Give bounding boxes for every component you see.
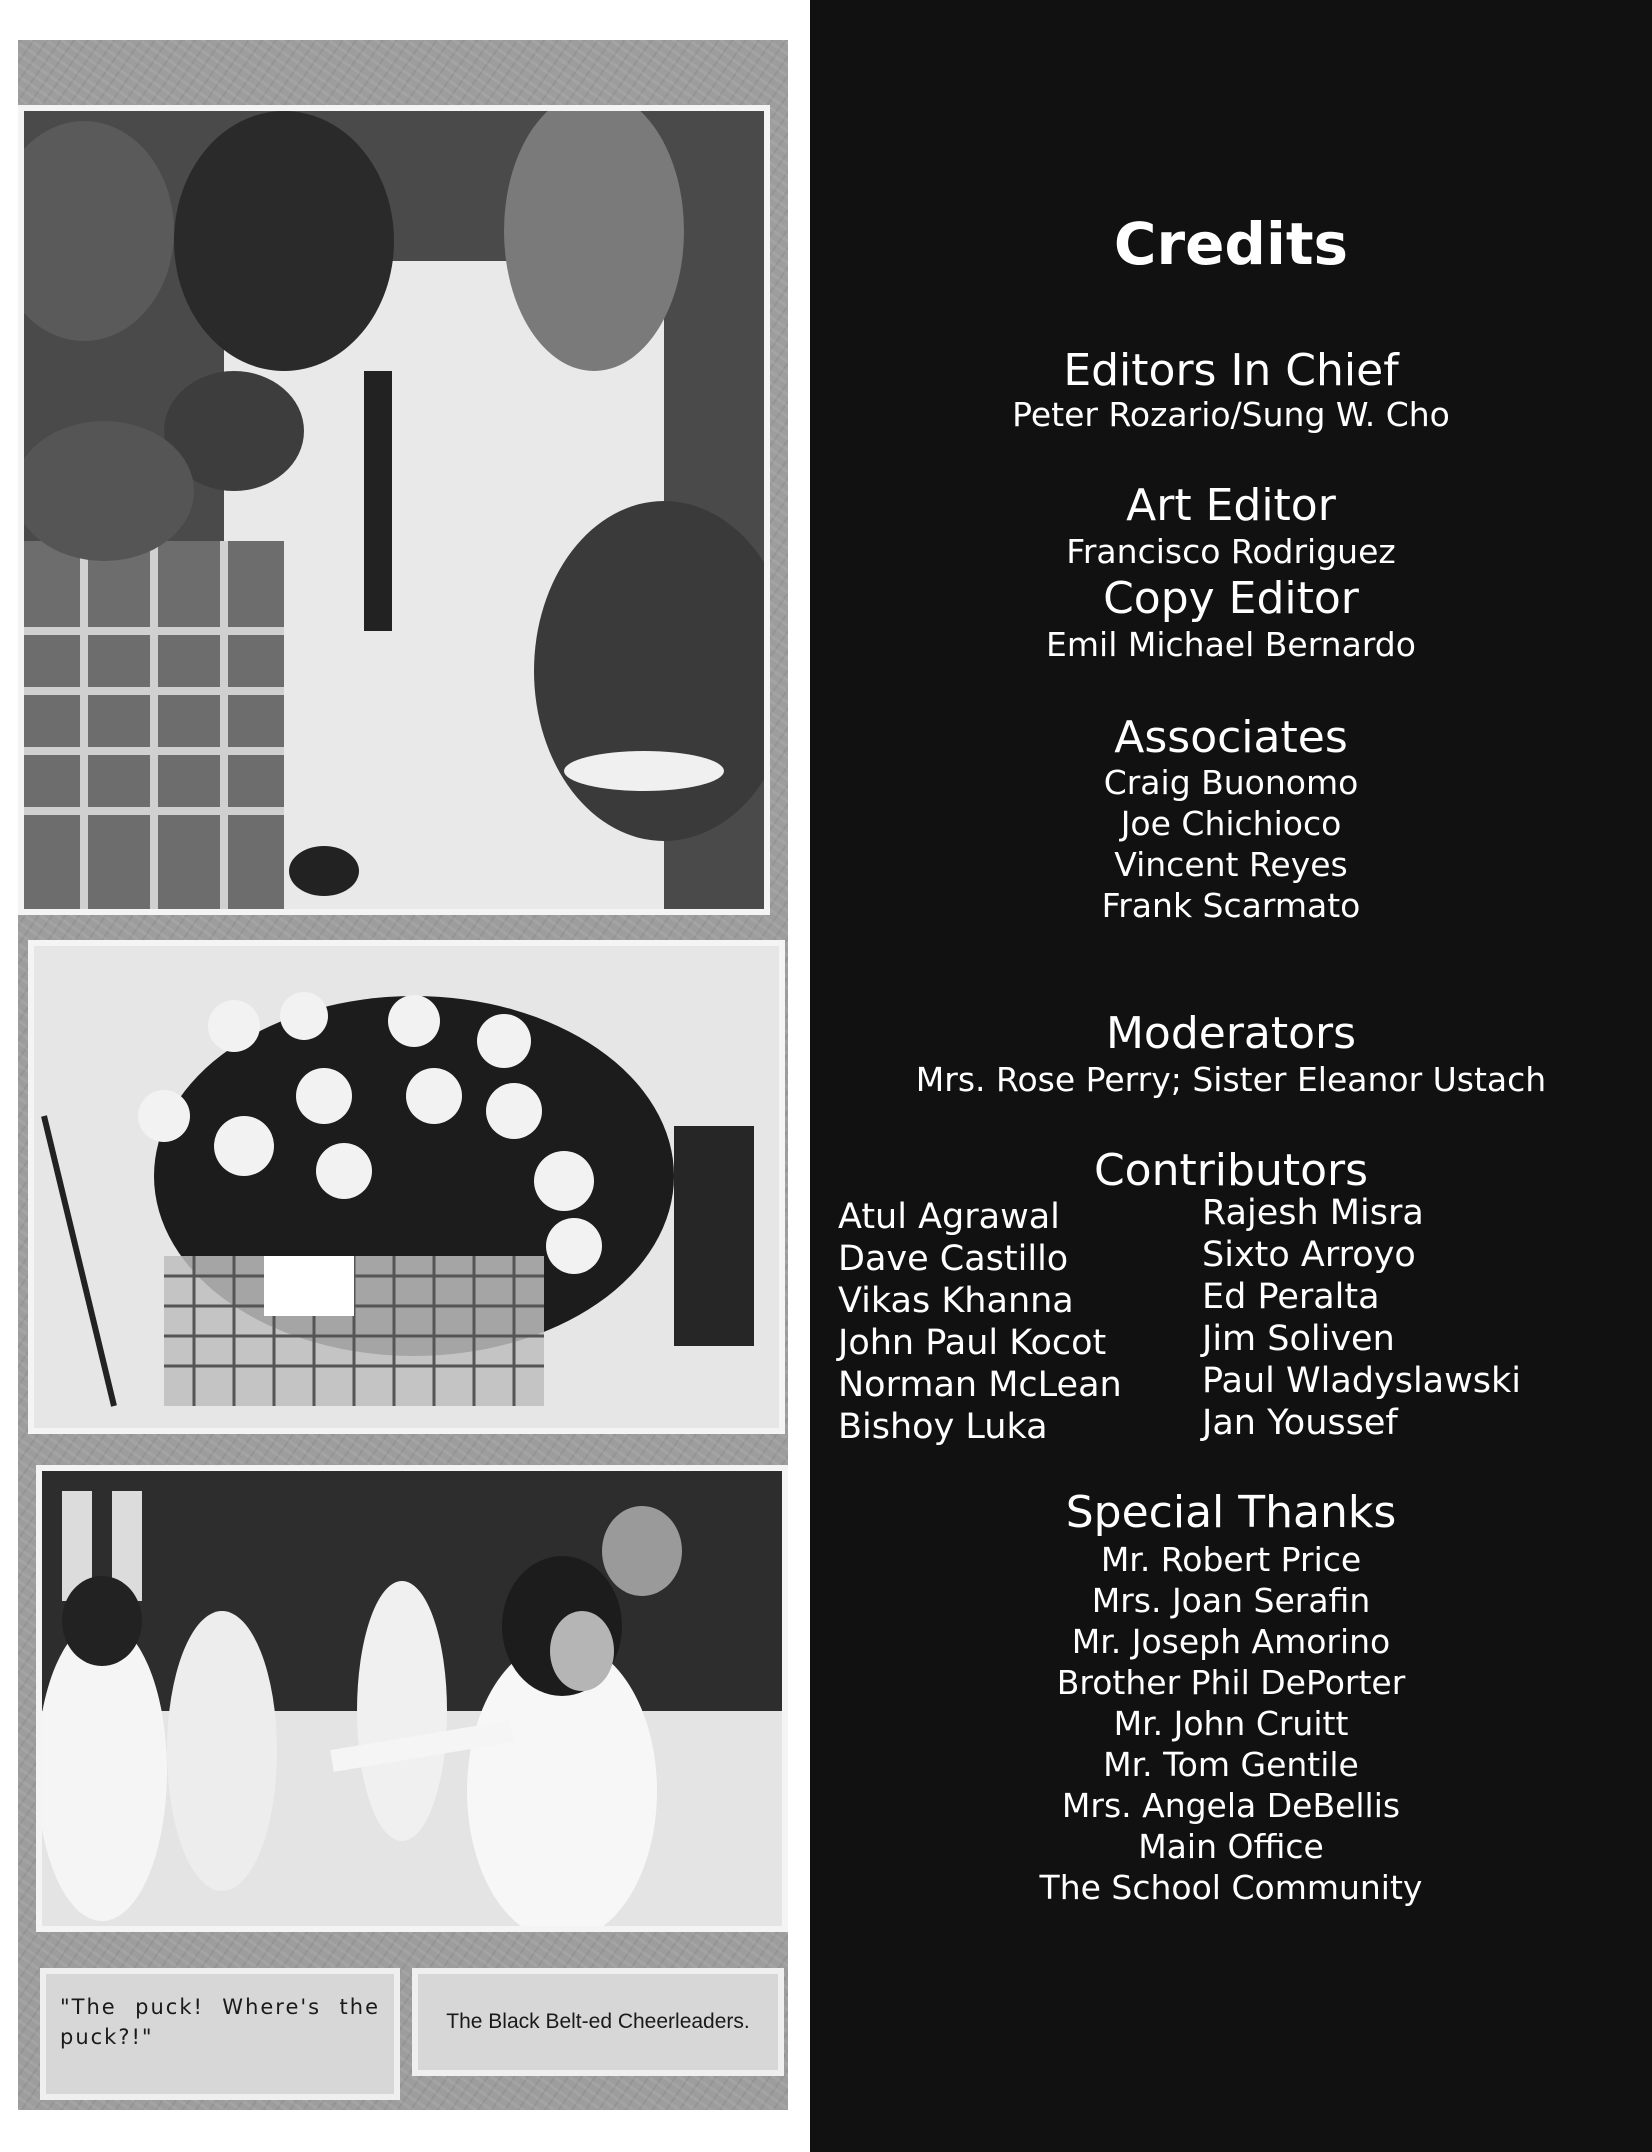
- special-thanks-heading: Special Thanks: [1065, 1487, 1397, 1538]
- contributor-name: Bishoy Luka: [838, 1407, 1048, 1447]
- photo-panel: [18, 40, 788, 2110]
- contributor-name: Jan Youssef: [1202, 1403, 1398, 1443]
- caption-puck-text: "The puck! Where's the puck?!": [60, 1995, 380, 2049]
- moderators-names: Mrs. Rose Perry; Sister Eleanor Ustach: [915, 1060, 1547, 1099]
- photo-ice-cream: [18, 105, 770, 915]
- special-thanks-name: Brother Phil DePorter: [1056, 1663, 1406, 1702]
- contributor-name: John Paul Kocot: [838, 1323, 1107, 1363]
- special-thanks-name: The School Community: [1039, 1868, 1423, 1907]
- editors-in-chief-heading: Editors In Chief: [1063, 345, 1399, 396]
- caption-cheerleaders: [412, 1968, 784, 2076]
- contributor-name: Sixto Arroyo: [1202, 1235, 1416, 1275]
- contributor-name: Norman McLean: [838, 1365, 1122, 1405]
- photo-hockey-huddle-image: [34, 946, 779, 1428]
- photo-cheerleaders-image: [42, 1471, 782, 1926]
- contributor-name: Atul Agrawal: [838, 1197, 1060, 1237]
- special-thanks-name: Mr. Robert Price: [1100, 1540, 1362, 1579]
- art-editor-heading: Art Editor: [1126, 480, 1336, 531]
- contributors-right-column: [1202, 1192, 1521, 1444]
- special-thanks-name: Mr. Tom Gentile: [1103, 1745, 1359, 1784]
- contributor-name: Paul Wladyslawski: [1202, 1361, 1521, 1401]
- moderators-heading: Moderators: [1105, 1008, 1357, 1059]
- art-editor-name: Francisco Rodriguez: [1066, 532, 1396, 571]
- contributor-name: Rajesh Misra: [1202, 1193, 1424, 1233]
- associate-name: Vincent Reyes: [1114, 845, 1348, 884]
- special-thanks-name: Main Office: [1138, 1827, 1324, 1866]
- special-thanks-name: Mrs. Joan Serafin: [1091, 1581, 1371, 1620]
- caption-puck: [40, 1968, 400, 2100]
- contributors-left-column: [838, 1196, 1122, 1448]
- associate-name: Frank Scarmato: [1101, 886, 1361, 925]
- credits-panel: [810, 0, 1652, 2152]
- copy-editor-name: Emil Michael Bernardo: [1046, 625, 1416, 664]
- associate-name: Craig Buonomo: [1103, 763, 1359, 802]
- credits-title: Credits: [1113, 210, 1349, 278]
- contributors-heading: Contributors: [1093, 1145, 1369, 1196]
- special-thanks-name: Mr. Joseph Amorino: [1071, 1622, 1391, 1661]
- photo-cheerleaders: [36, 1465, 788, 1932]
- copy-editor-heading: Copy Editor: [1103, 573, 1359, 624]
- contributor-name: Dave Castillo: [838, 1239, 1069, 1279]
- associate-name: Joe Chichioco: [1120, 804, 1342, 843]
- photo-ice-cream-image: [24, 111, 764, 909]
- contributor-name: Jim Soliven: [1202, 1319, 1395, 1359]
- photo-hockey-huddle: [28, 940, 785, 1434]
- editors-in-chief-names: Peter Rozario/Sung W. Cho: [1012, 395, 1450, 434]
- contributor-name: Ed Peralta: [1202, 1277, 1380, 1317]
- caption-cheerleaders-text: The Black Belt-ed Cheerleaders.: [446, 2010, 750, 2033]
- special-thanks-name: Mrs. Angela DeBellis: [1061, 1786, 1401, 1825]
- associates-heading: Associates: [1114, 712, 1348, 763]
- contributor-name: Vikas Khanna: [838, 1281, 1074, 1321]
- special-thanks-name: Mr. John Cruitt: [1113, 1704, 1349, 1743]
